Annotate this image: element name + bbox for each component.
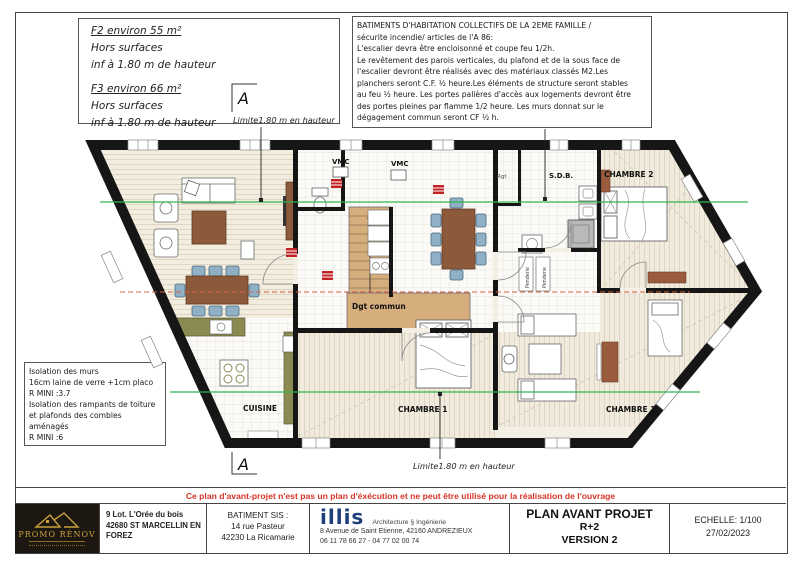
room-label-cuisine: CUISINE [243, 404, 277, 413]
f3-line2: Hors surfaces [91, 100, 163, 112]
architect-info [310, 504, 510, 553]
fire-line: L'escalier devra être encloisonné et coupe feu 1/2h. [357, 44, 555, 53]
drawing-title-line: PLAN AVANT PROJET [526, 507, 653, 521]
room-label-vmc1: VMC [332, 158, 350, 166]
fire-line: des portes pleines par flamme 1/2 heure. Les murs donnat sur le [357, 101, 604, 111]
roof-icon [34, 511, 80, 529]
room-label-chambre1-center: CHAMBRE 1 [398, 405, 448, 414]
scale-and-date [670, 504, 786, 553]
f2-line2: Hors surfaces [91, 42, 163, 54]
drawing-title-line: R+2 [579, 521, 600, 533]
f2-title: F2 environ 55 m² [91, 25, 182, 37]
illis-tagline: Architecture § Ingénierie [372, 519, 447, 526]
illis-logo: illis [320, 505, 365, 529]
promo-renov-name: PROMO RÉNOV [18, 530, 96, 539]
promo-renov-subline [29, 541, 85, 546]
building-address-line: 42230 La Ricamarie [221, 533, 295, 542]
kitchenette-units [368, 210, 392, 274]
section-marker-top [232, 84, 257, 112]
f3-title: F3 environ 66 m² [91, 83, 182, 95]
building-address-line: 14 rue Pasteur [231, 522, 285, 531]
room-label-chambre1-right: CHAMBRE 1 [606, 405, 656, 414]
date-value: 27/02/2023 [705, 528, 751, 538]
project-address [100, 504, 207, 553]
drawing-title-line: VERSION 2 [561, 534, 618, 546]
fire-line: Le revêtement des parois verticales, du plafond et de la sous face de [357, 55, 621, 65]
insulation-line: Isolation des rampants de toiture [29, 400, 156, 409]
fire-line: au feu ½ heure. Les portes palières d'accès aux logements devront être [357, 90, 631, 99]
section-marker-bottom [232, 452, 257, 474]
project-address-line: FOREZ [106, 531, 133, 540]
f2-line3: inf à 1.80 m de hauteur [91, 59, 216, 71]
room-label-rgt: Rgt [497, 174, 507, 180]
insulation-line: et plafonds des combles [29, 411, 122, 420]
f3-line3: inf à 1.80 m de hauteur [91, 117, 216, 129]
room-label-penderie1: Penderie [526, 267, 531, 288]
drawing-title [510, 504, 670, 553]
fire-line: BATIMENTS D'HABITATION COLLECTIFS DE LA 2EME FAMILLE / [357, 21, 592, 30]
project-address-line: 42680 ST MARCELLIN EN [106, 520, 201, 530]
insulation-line: Isolation des murs [29, 367, 99, 376]
room-label-sdb: S.D.B. [549, 172, 574, 180]
title-block [15, 503, 786, 553]
fire-line: sécurite incendie/ articles de l'A 86: [357, 32, 494, 42]
insulation-line: R MINI :3.7 [29, 389, 71, 398]
limite-label-top: Limite1.80 m en hauteur [233, 115, 335, 125]
project-address-line: 9 Lot. L'Orée du bois [106, 510, 184, 519]
building-address-line: BATIMENT SIS : [227, 511, 289, 520]
svg-text:A: A [238, 455, 249, 474]
room-label-vmc2: VMC [391, 160, 409, 168]
fire-line: dégagement commun seront CF ½ h. [357, 113, 499, 122]
insulation-line: R MINI :6 [29, 433, 64, 442]
room-label-dgt: Dgt commun [352, 302, 406, 311]
building-address [207, 504, 310, 553]
illis-phone: 06 11 78 66 27 - 04 77 02 00 74 [320, 537, 420, 545]
insulation-line: 16cm laine de verre +1cm placo [29, 378, 154, 387]
insulation-line: aménagés [29, 422, 69, 431]
disclaimer-banner: Ce plan d'avant-projet n'est pas un plan d'éxécution et ne peut être utilisé pour la réalisation de l'ouvrage [15, 487, 786, 504]
scale-value: ECHELLE: 1/100 [694, 515, 762, 525]
room-label-penderie2: Penderie [543, 267, 548, 288]
fire-line: l'escalier devront être réalisés avec des matériaux classés M2.Les [357, 67, 609, 76]
svg-text:A: A [238, 89, 249, 108]
illis-address: 8 Avenue de Saint Etienne, 42160 ANDREZIEUX [320, 528, 473, 535]
fire-line: planchers seront C.F. ½ heure.Les éléments de structure seront stables [357, 78, 628, 88]
promo-renov-logo [15, 504, 100, 553]
bed-chambre2 [601, 187, 667, 241]
limite-label-bottom: Limite1.80 m en hauteur [413, 461, 515, 471]
room-label-chambre2: CHAMBRE 2 [604, 170, 654, 179]
